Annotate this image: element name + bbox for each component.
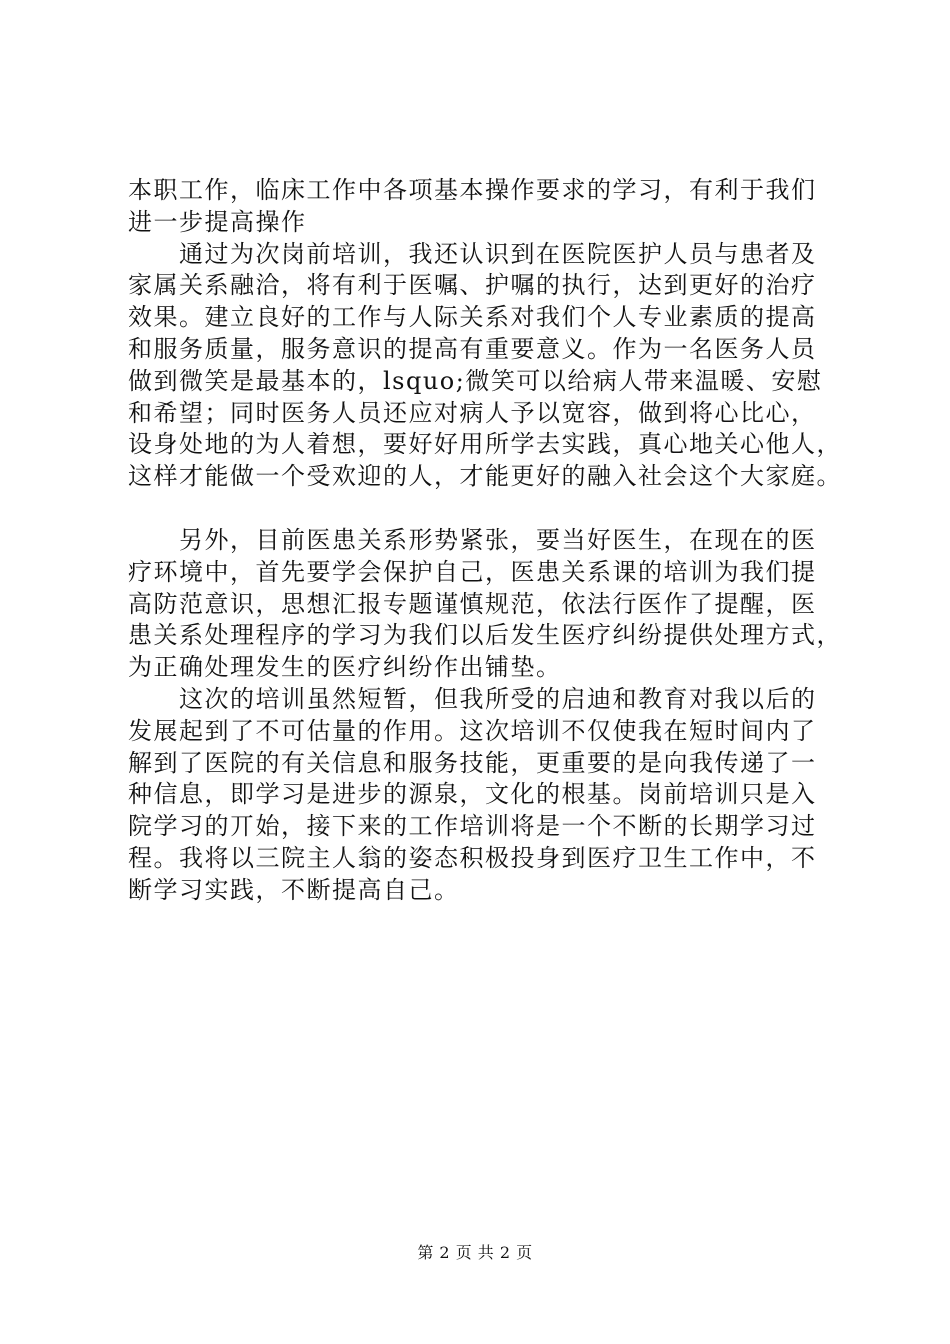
text-line: 通过为次岗前培训，我还认识到在医院医护人员与患者及 (128, 239, 817, 268)
text-line: 家属关系融洽，将有利于医嘱、护嘱的执行，达到更好的治疗 (128, 271, 817, 300)
document-body (128, 175, 848, 907)
text-line: 做到微笑是最基本的，lsquo;微笑可以给病人带来温暖、安慰 (128, 366, 823, 395)
text-line: 种信息，即学习是进步的源泉，文化的根基。岗前培训只是入 (128, 780, 817, 809)
text-line: 解到了医院的有关信息和服务技能，更重要的是向我传递了一 (128, 748, 817, 777)
text-line: 另外，目前医患关系形势紧张，要当好医生，在现在的医 (128, 525, 817, 554)
text-line: 这样才能做一个受欢迎的人，才能更好的融入社会这个大家庭。 (128, 462, 842, 491)
paragraph-gap (128, 493, 848, 525)
text-line: 这次的培训虽然短暂，但我所受的启迪和教育对我以后的 (128, 684, 817, 713)
text-line: 进一步提高操作 (128, 207, 307, 236)
text-line: 和希望；同时医务人员还应对病人予以宽容，做到将心比心， (128, 398, 817, 427)
text-line: 患关系处理程序的学习为我们以后发生医疗纠纷提供处理方式， (128, 621, 842, 650)
text-line: 疗环境中，首先要学会保护自己，医患关系课的培训为我们提 (128, 557, 817, 586)
text-line: 为正确处理发生的医疗纠纷作出铺垫。 (128, 653, 562, 682)
page-number-footer: 第 2 页 共 2 页 (417, 1243, 533, 1262)
text-line: 高防范意识，思想汇报专题谨慎规范，依法行医作了提醒，医 (128, 589, 817, 618)
text-line: 和服务质量，服务意识的提高有重要意义。作为一名医务人员 (128, 334, 817, 363)
text-line: 本职工作，临床工作中各项基本操作要求的学习，有利于我们 (128, 176, 817, 204)
text-line: 发展起到了不可估量的作用。这次培训不仅使我在短时间内了 (128, 716, 817, 745)
text-line: 院学习的丌始，接下来的工作培训将是一个不断的长期学习过 (128, 812, 817, 841)
text-line: 程。我将以三院主人翁的姿态积极投身到医疗卫生工作中，不 (128, 843, 817, 872)
text-line: 设身处地的为人着想，要好好用所学去实践，真心地关心他人， (128, 430, 842, 459)
text-line: 断学习实践，不断提高自己。 (128, 875, 460, 904)
text-line: 效果。建立良好的工作与人际关系对我们个人专业素质的提高 (128, 303, 817, 332)
